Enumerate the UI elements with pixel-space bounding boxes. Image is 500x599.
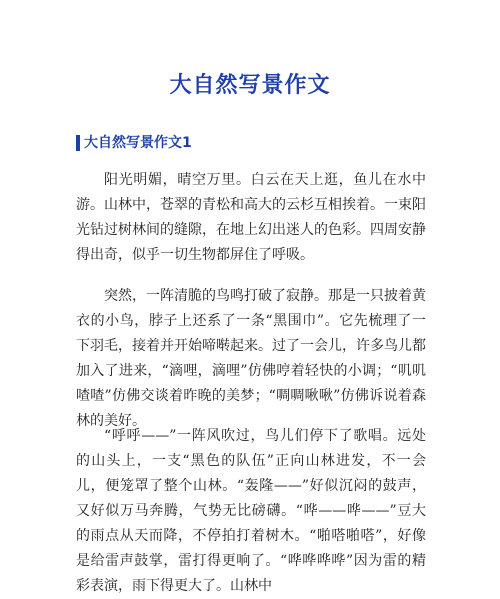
section-heading: [76, 133, 192, 153]
document-title: 大自然写景作文: [169, 73, 331, 98]
section-heading-text: 大自然写景作文1: [84, 135, 192, 151]
paragraph-3: “呼呼——”一阵风吹过，鸟儿们停下了歌唱。远处的山头上，一支“黑色的队伍”正向山林进发，不一会儿，便笼罩了整个山林。“轰隆——”好似沉闷的鼓声，又好似万马奔腾，气势无比磅礴。“哗——哗——”豆大的雨点从天而降，不停拍打着树木。“啪嗒啪嗒”，好像是给雷声鼓掌，雷打得更响了。“哗哗哗哗”因为雷的精彩表演，雨下得更大了。山林中: [76, 428, 426, 594]
paragraph-1: 阳光明媚，晴空万里。白云在天上逛，鱼儿在水中游。山林中，苍翠的青松和高大的云杉互相挨着。一束阳光钻过树林间的缝隙，在地上幻出迷人的色彩。四周安静得出奇，似乎一切生物都屏住了呼吸。: [76, 172, 426, 263]
paragraph-2: 突然，一阵清脆的鸟鸣打破了寂静。那是一只披着黄衣的小鸟，脖子上还系了一条“黑围巾”。它先梳理了一下羽毛，接着并开始啼啭起来。过了一会儿，许多鸟儿都加入了进来，“滴哩，滴哩”仿佛哼着轻快的小调；“叽叽喳喳”仿佛交谈着昨晚的美梦；“啁啁啾啾”仿佛诉说着森林的美好。: [76, 288, 426, 429]
section-marker-bar: [76, 135, 80, 151]
